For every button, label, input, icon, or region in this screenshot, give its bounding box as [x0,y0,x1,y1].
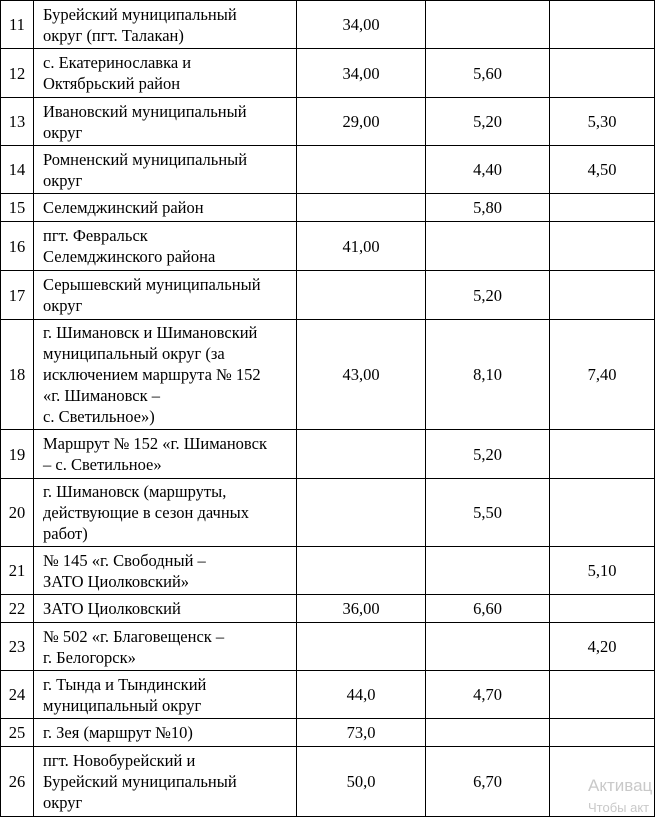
fare-value-b: 4,70 [426,671,550,719]
fare-value-a [297,623,426,671]
fare-value-c [550,671,655,719]
locality-name [34,1,297,49]
locality-name [34,719,297,747]
locality-name [34,98,297,146]
locality-name-line: Бурейский муниципальный [43,772,237,791]
windows-activation-watermark [584,772,660,822]
locality-name-line: Серышевский муниципальный [43,275,261,294]
fare-value-c: 4,20 [550,623,655,671]
locality-name-line: действующие в сезон дачных [43,503,249,522]
fare-value-a [297,479,426,547]
fare-value-c [550,430,655,479]
table-row [1,747,655,817]
locality-name-line: округ [43,122,83,142]
fare-value-a [297,547,426,595]
locality-name-line: пгт. Февральск [43,226,148,245]
locality-name [34,595,297,623]
fare-value-a: 36,00 [297,595,426,623]
locality-name [34,430,297,479]
table-row [1,547,655,595]
locality-name-line: «г. Шимановск – [43,386,161,405]
locality-name-line: округ [43,296,83,315]
fare-value-a [297,271,426,320]
locality-name-line: г. Шимановск (маршруты, [43,482,227,501]
fare-value-b: 5,20 [426,98,550,146]
fare-value-a: 73,0 [297,719,426,747]
fare-table-body [1,1,655,817]
locality-name [34,222,297,271]
fare-value-c [550,1,655,49]
table-row [1,623,655,671]
row-number: 26 [1,747,34,817]
locality-name-line: исключением маршрута № 152 [43,365,261,384]
table-row [1,595,655,623]
locality-name-line: округ (пгт. Талакан) [43,25,184,45]
locality-name-line: Ивановский муниципальный [43,101,247,121]
fare-value-c [550,222,655,271]
locality-name-line: ЗАТО Циолковский» [43,571,190,591]
table-row [1,671,655,719]
locality-name-line: № 502 «г. Благовещенск – [43,626,225,646]
fare-value-a: 41,00 [297,222,426,271]
fare-value-b: 5,20 [426,271,550,320]
fare-value-a [297,194,426,222]
locality-name [34,671,297,719]
locality-name-line: Селемджинского района [43,247,216,266]
row-number: 20 [1,479,34,547]
locality-name [34,623,297,671]
fare-value-b [426,719,550,747]
table-row [1,430,655,479]
locality-name [34,747,297,817]
locality-name [34,194,297,222]
row-number: 22 [1,595,34,623]
fare-value-b: 6,60 [426,595,550,623]
row-number: 13 [1,98,34,146]
fare-value-b [426,222,550,271]
fare-value-c: 7,40 [550,320,655,430]
table-row [1,479,655,547]
fare-value-b: 6,70 [426,747,550,817]
fare-value-a: 43,00 [297,320,426,430]
fare-value-b: 5,80 [426,194,550,222]
locality-name-line: округ [43,793,83,812]
locality-name-line: Селемджинский район [43,198,204,217]
table-row [1,719,655,747]
table-row [1,194,655,222]
locality-name-line: с. Екатеринославка и [43,53,192,72]
fare-value-b [426,547,550,595]
locality-name [34,49,297,98]
locality-name-line: Бурейский муниципальный [43,4,237,24]
locality-name [34,146,297,194]
fare-value-b: 8,10 [426,320,550,430]
locality-name-line: г. Белогорск» [43,647,136,667]
fare-value-a: 34,00 [297,1,426,49]
table-row [1,222,655,271]
row-number: 25 [1,719,34,747]
watermark-subtitle: Чтобы акт [588,800,650,815]
fare-value-a [297,146,426,194]
fare-value-c: 5,30 [550,98,655,146]
locality-name-line: – с. Светильное» [43,455,162,474]
locality-name [34,320,297,430]
locality-name-line: муниципальный округ [43,695,202,715]
row-number: 17 [1,271,34,320]
row-number: 24 [1,671,34,719]
locality-name-line: № 145 «г. Свободный – [43,550,206,570]
row-number: 15 [1,194,34,222]
watermark-title: Активац [588,776,653,795]
locality-name-line: Маршрут № 152 «г. Шимановск [43,434,267,453]
locality-name-line: г. Зея (маршрут №10) [43,723,193,742]
locality-name-line: муниципальный округ (за [43,344,225,363]
row-number: 11 [1,1,34,49]
row-number: 21 [1,547,34,595]
fare-value-b [426,1,550,49]
locality-name-line: г. Шимановск и Шимановский [43,323,258,342]
row-number: 14 [1,146,34,194]
fare-value-c: 4,50 [550,146,655,194]
fare-value-a: 44,0 [297,671,426,719]
locality-name-line: Октябрьский район [43,74,181,93]
row-number: 23 [1,623,34,671]
table-row [1,320,655,430]
fare-value-c [550,719,655,747]
fare-value-a: 34,00 [297,49,426,98]
table-row [1,49,655,98]
fare-value-a: 29,00 [297,98,426,146]
locality-name-line: пгт. Новобурейский и [43,751,196,770]
table-row [1,271,655,320]
fare-value-c [550,271,655,320]
locality-name [34,547,297,595]
locality-name-line: Ромненский муниципальный [43,149,248,169]
row-number: 18 [1,320,34,430]
locality-name-line: с. Светильное») [43,407,155,426]
locality-name-line: ЗАТО Циолковский [43,599,181,618]
fare-value-b: 5,20 [426,430,550,479]
fare-value-c [550,49,655,98]
locality-name [34,479,297,547]
fare-value-c [550,479,655,547]
row-number: 19 [1,430,34,479]
table-row [1,98,655,146]
fare-value-c: 5,10 [550,547,655,595]
fare-value-c [550,595,655,623]
locality-name-line: округ [43,170,83,190]
locality-name-line: г. Тында и Тындинский [43,674,207,694]
row-number: 16 [1,222,34,271]
fare-value-a [297,430,426,479]
locality-name [34,271,297,320]
table-row [1,146,655,194]
locality-name-line: работ) [43,524,88,543]
fare-value-a: 50,0 [297,747,426,817]
row-number: 12 [1,49,34,98]
fare-value-b: 4,40 [426,146,550,194]
fare-value-b: 5,50 [426,479,550,547]
fare-value-b: 5,60 [426,49,550,98]
fare-value-b [426,623,550,671]
table-row [1,1,655,49]
fare-value-c [550,194,655,222]
